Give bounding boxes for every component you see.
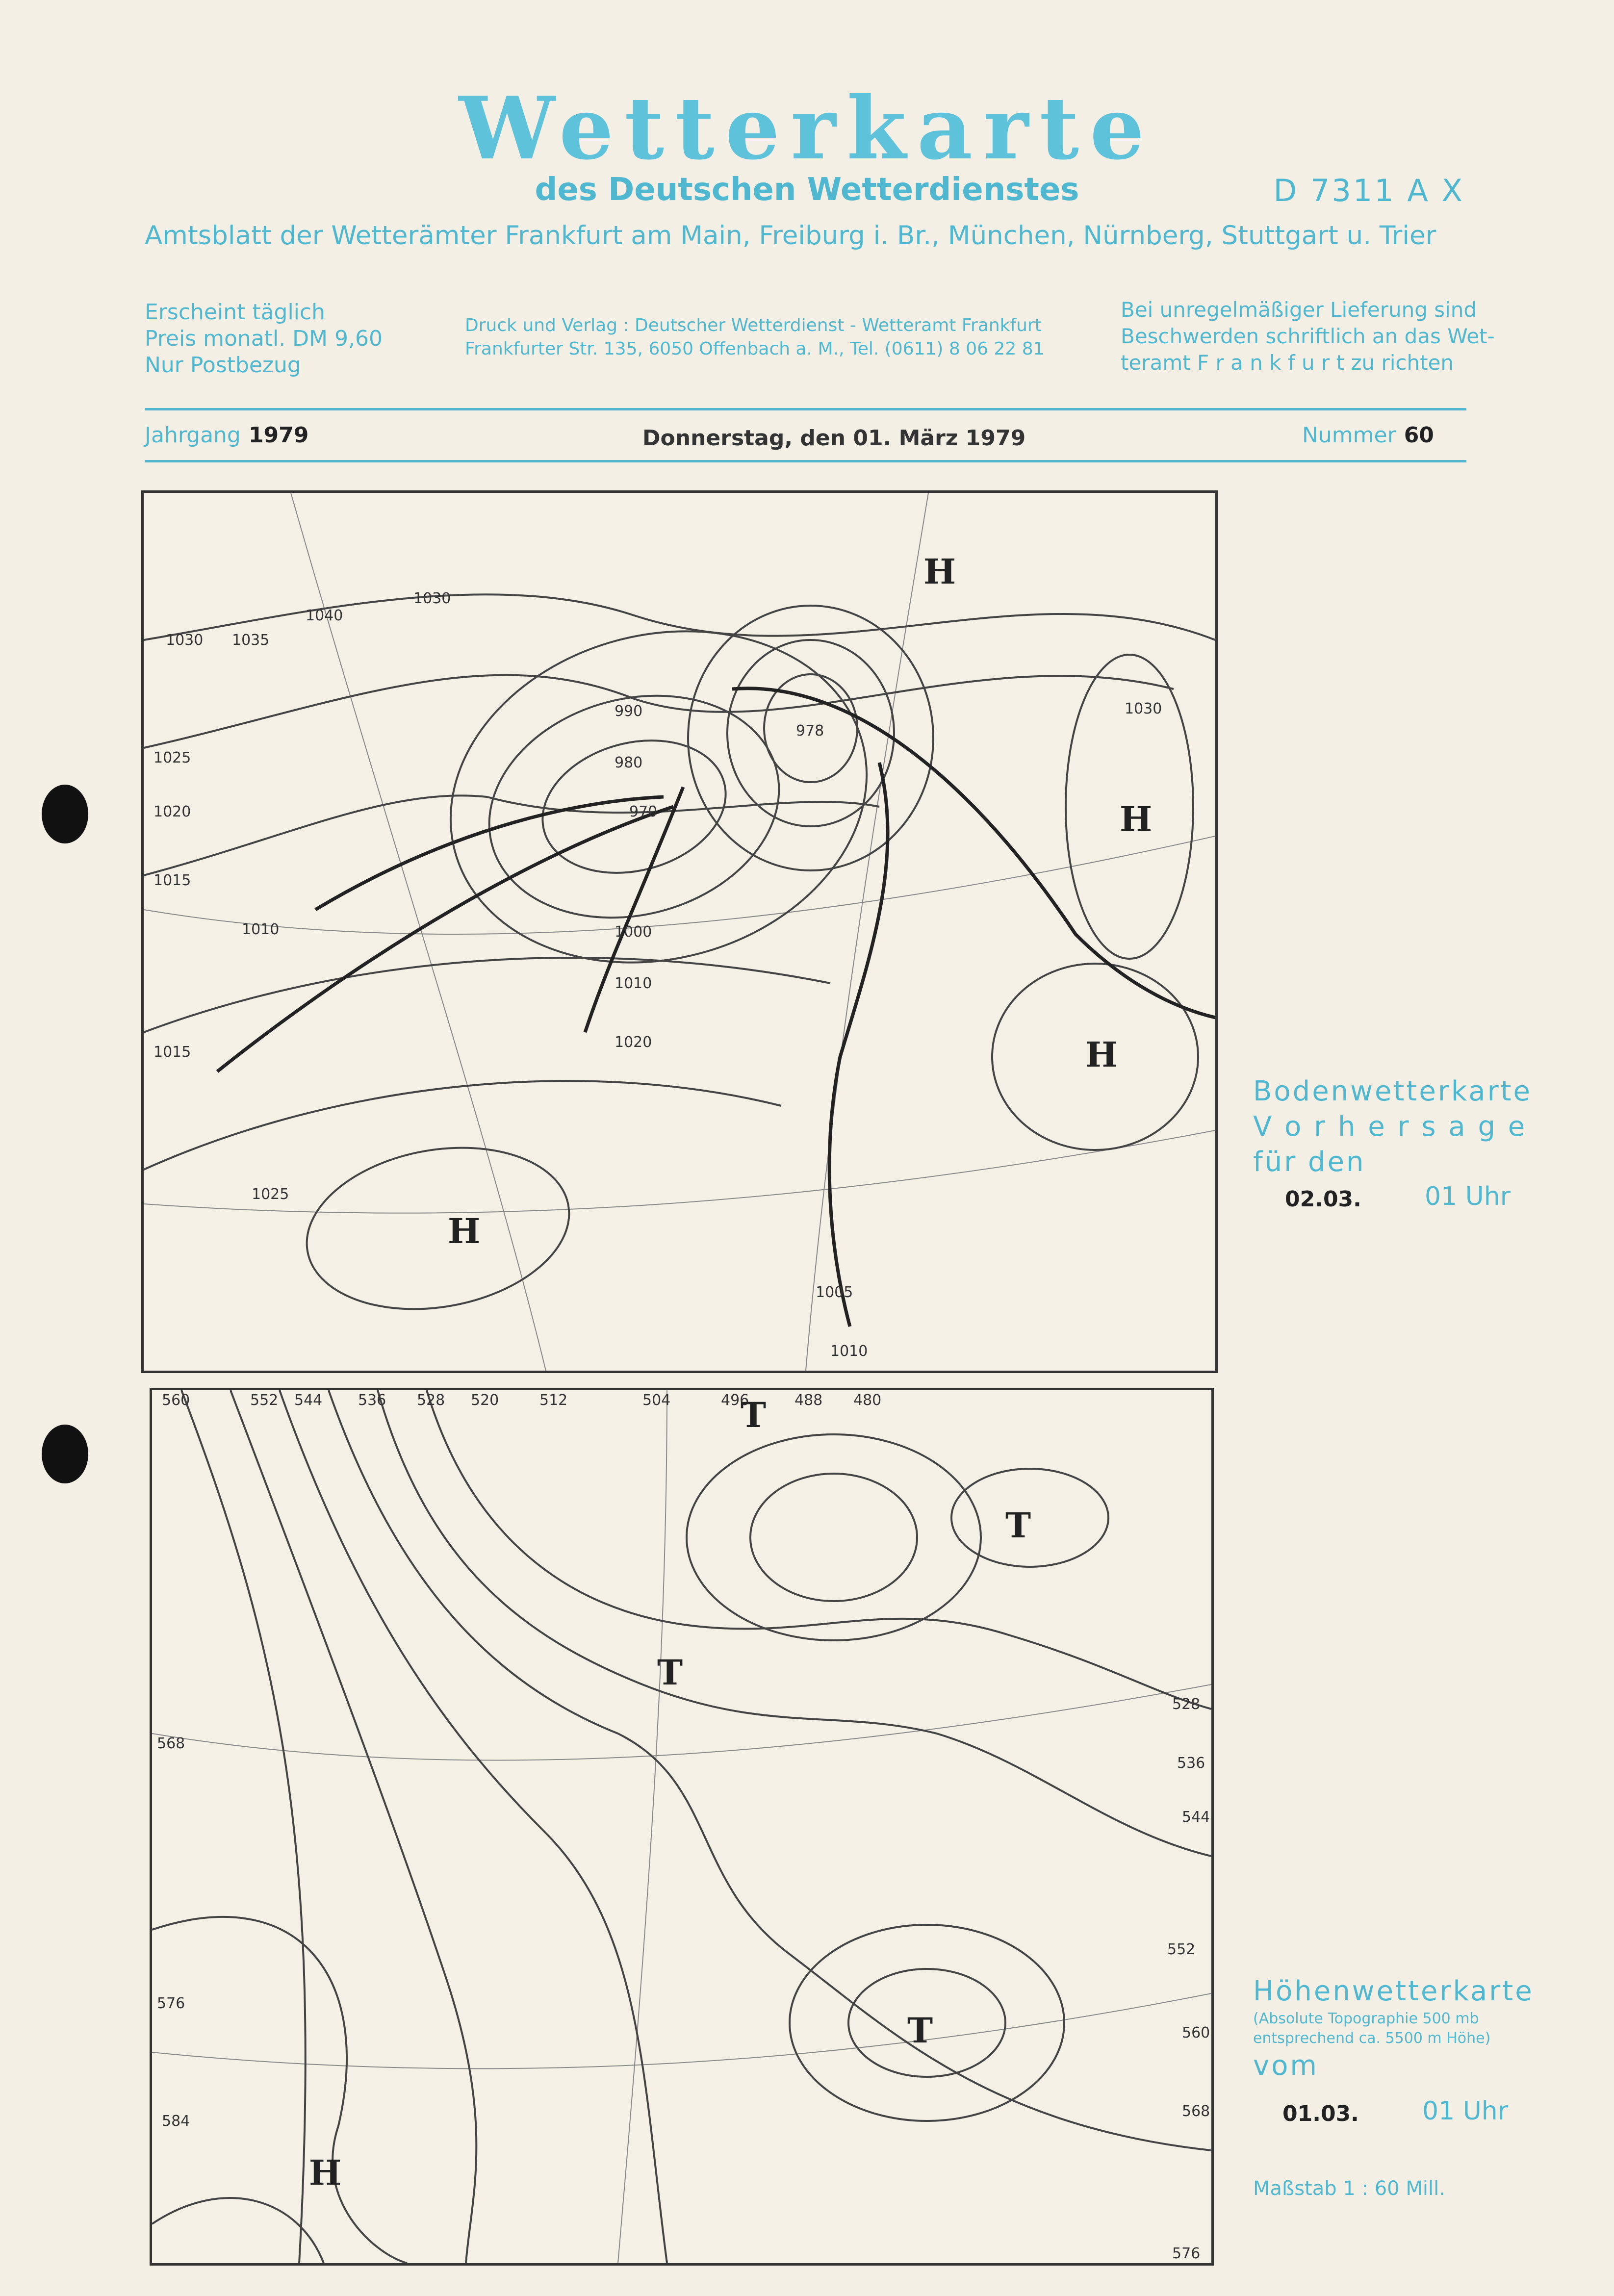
map-scale: Maßstab 1 : 60 Mill. bbox=[1253, 2177, 1445, 2200]
surface-map-time: 01 Uhr bbox=[1425, 1182, 1511, 1211]
surface-caption-forecast: V o r h e r s a g e bbox=[1253, 1111, 1527, 1143]
druck-line-2: Frankfurter Str. 135, 6050 Offenbach a. M., Tel. (0611) 8 06 22 81 bbox=[465, 339, 1045, 359]
hinweis-line-3: teramt F r a n k f u r t zu richten bbox=[1121, 351, 1454, 375]
punch-hole-bottom bbox=[42, 1425, 88, 1483]
isobar-label: 970 bbox=[629, 803, 658, 820]
pressure-center: T bbox=[741, 1395, 767, 1435]
isobar-label: 1030 bbox=[166, 632, 204, 649]
contour-label: 536 bbox=[358, 1392, 386, 1409]
isobar-label: 1040 bbox=[306, 607, 343, 624]
subscription-info bbox=[145, 299, 383, 379]
isobar-label: 1035 bbox=[232, 632, 270, 649]
surface-caption-title: Bodenwetterkarte bbox=[1253, 1075, 1533, 1107]
isobar-label: 1020 bbox=[615, 1034, 652, 1051]
contour-label: 512 bbox=[539, 1392, 568, 1409]
postal-code: D 7311 A X bbox=[1273, 173, 1464, 208]
surface-map-caption bbox=[1253, 1074, 1532, 1180]
contour-label: 544 bbox=[294, 1392, 323, 1409]
bezug-text: Nur Postbezug bbox=[145, 353, 301, 378]
isobar-label: 1025 bbox=[154, 749, 191, 766]
isobar-label: 978 bbox=[796, 722, 824, 740]
isobar-label: 1010 bbox=[615, 975, 652, 992]
isobar-label: 1010 bbox=[830, 1343, 868, 1360]
publisher-info bbox=[465, 314, 1045, 361]
upper-map-date: 01.03. bbox=[1282, 2101, 1359, 2126]
contour-label: 576 bbox=[157, 1995, 185, 2012]
pressure-center: H bbox=[448, 1211, 481, 1251]
surface-caption-for: für den bbox=[1253, 1146, 1366, 1178]
pressure-center: H bbox=[1120, 799, 1153, 840]
upper-contour-labels bbox=[157, 1392, 1210, 2262]
pressure-center: T bbox=[1005, 1505, 1031, 1546]
jahrgang-value: 1979 bbox=[248, 423, 309, 448]
header-rule-top bbox=[145, 408, 1466, 410]
jahrgang bbox=[145, 423, 308, 448]
isobar-label: 1020 bbox=[154, 803, 191, 820]
isobar-label: 1025 bbox=[252, 1186, 289, 1203]
druck-line-1: Druck und Verlag : Deutscher Wetterdienst - Wetteramt Frankfurt bbox=[465, 315, 1042, 335]
isobar-label: 1005 bbox=[816, 1284, 853, 1301]
surface-map-drawing bbox=[144, 493, 1215, 1371]
header-rule-bottom bbox=[145, 460, 1466, 462]
upper-caption-title: Höhenwetterkarte bbox=[1253, 1975, 1534, 2007]
contour-label: 504 bbox=[642, 1392, 671, 1409]
masthead-title: Wetterkarte bbox=[459, 78, 1155, 179]
contour-label: 536 bbox=[1177, 1755, 1205, 1772]
nummer-value: 60 bbox=[1404, 423, 1434, 448]
masthead-subtitle: des Deutschen Wetterdienstes bbox=[535, 172, 1079, 208]
contour-label: 480 bbox=[853, 1392, 882, 1409]
contour-label: 560 bbox=[162, 1392, 190, 1409]
nummer bbox=[1302, 423, 1434, 448]
upper-caption-topography: (Absolute Topographie 500 mb bbox=[1253, 2010, 1479, 2027]
isobar-label: 980 bbox=[615, 754, 643, 771]
erscheint-text: Erscheint täglich bbox=[145, 300, 325, 325]
pressure-center: H bbox=[1085, 1034, 1118, 1075]
isobar-label: 1000 bbox=[615, 923, 652, 941]
contour-label: 568 bbox=[1182, 2103, 1210, 2120]
pressure-center: T bbox=[907, 2010, 933, 2051]
contour-label: 584 bbox=[162, 2113, 190, 2130]
contour-label: 528 bbox=[1172, 1696, 1201, 1713]
isobar-label: 1015 bbox=[154, 1044, 191, 1061]
contour-label: 552 bbox=[1167, 1941, 1196, 1958]
upper-map-drawing bbox=[152, 1390, 1211, 2263]
contour-label: 528 bbox=[417, 1392, 445, 1409]
jahrgang-label: Jahrgang bbox=[145, 423, 241, 448]
upper-map-time: 01 Uhr bbox=[1422, 2096, 1509, 2126]
punch-hole-top bbox=[42, 785, 88, 843]
pressure-center: T bbox=[657, 1652, 683, 1693]
contour-label: 520 bbox=[471, 1392, 499, 1409]
surface-map-date: 02.03. bbox=[1285, 1187, 1361, 1212]
isobar-label: 990 bbox=[615, 703, 643, 720]
hinweis-line-1: Bei unregelmäßiger Lieferung sind bbox=[1121, 298, 1477, 322]
amtsblatt-line: Amtsblatt der Wetterämter Frankfurt am Main, Freiburg i. Br., München, Nürnberg, Stuttgart u. Trier bbox=[145, 221, 1436, 251]
hinweis-line-2: Beschwerden schriftlich an das Wet- bbox=[1121, 324, 1495, 348]
contour-label: 488 bbox=[794, 1392, 823, 1409]
isobar-label: 1010 bbox=[242, 921, 280, 938]
upper-caption-vom: vom bbox=[1253, 2050, 1319, 2082]
upper-map-caption bbox=[1253, 1974, 1534, 2084]
contour-label: 496 bbox=[721, 1392, 749, 1409]
contour-label: 560 bbox=[1182, 2024, 1210, 2041]
isobar-label: 1030 bbox=[413, 590, 451, 607]
upper-caption-height: entsprechend ca. 5500 m Höhe) bbox=[1253, 2030, 1491, 2047]
contour-label: 568 bbox=[157, 1735, 185, 1752]
pressure-center: H bbox=[923, 551, 956, 592]
contour-label: 576 bbox=[1172, 2245, 1201, 2262]
complaint-info bbox=[1121, 297, 1495, 376]
preis-text: Preis monatl. DM 9,60 bbox=[145, 326, 383, 351]
contour-label: 544 bbox=[1182, 1809, 1210, 1826]
pressure-center: H bbox=[309, 2152, 342, 2193]
upper-air-map bbox=[150, 1388, 1214, 2266]
issue-date: Donnerstag, den 01. März 1979 bbox=[642, 426, 1026, 451]
surface-weather-map bbox=[141, 490, 1218, 1373]
isobar-label: 1015 bbox=[154, 872, 191, 889]
contour-label: 552 bbox=[250, 1392, 279, 1409]
nummer-label: Nummer bbox=[1302, 423, 1396, 448]
isobar-label: 1030 bbox=[1125, 700, 1162, 717]
